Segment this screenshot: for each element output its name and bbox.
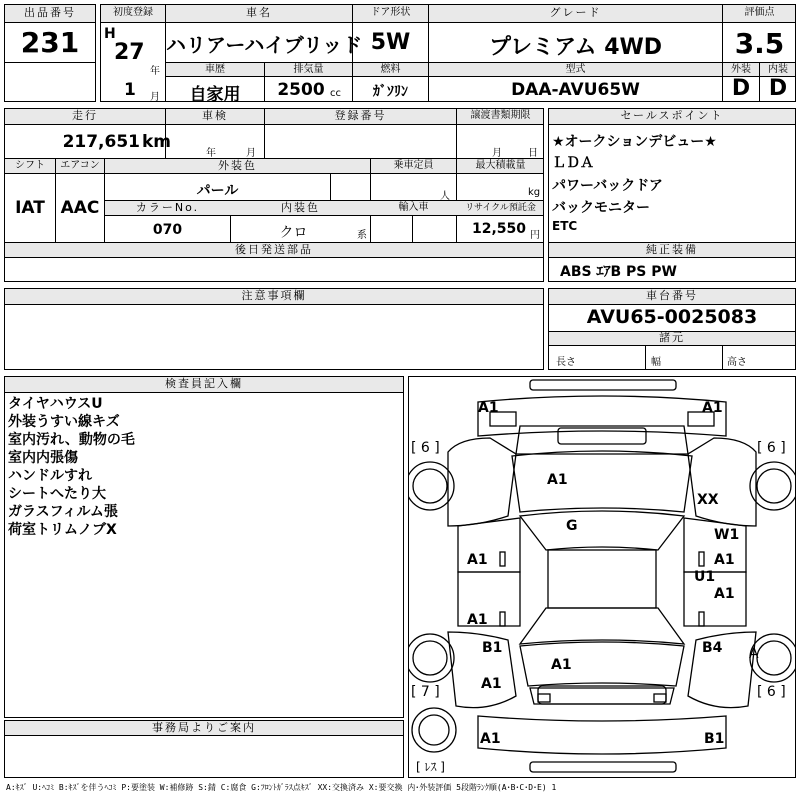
shift-label: シフト bbox=[15, 160, 45, 171]
interior-grade: D bbox=[768, 76, 788, 101]
length-label: 長さ bbox=[556, 357, 576, 368]
month-unit: 月 bbox=[150, 92, 160, 103]
ac: AAC bbox=[60, 198, 100, 218]
score-label: 評価点 bbox=[744, 7, 775, 18]
equipment: ABS ｴｱB PS PW bbox=[560, 264, 677, 280]
mileage-label: 走行 bbox=[72, 109, 98, 122]
mark-front-left: A1 bbox=[478, 400, 499, 416]
inspector-note-7: ガラスフィルム張 bbox=[8, 504, 118, 520]
mark-right-front-door-w: W1 bbox=[714, 527, 740, 543]
sales-point-5: ETC bbox=[552, 219, 578, 233]
reg-no-label: 登録番号 bbox=[334, 109, 387, 122]
tire-rear-right-depth: [ 6 ] bbox=[757, 684, 786, 700]
mark-spare-tire: A bbox=[749, 646, 759, 662]
model-type: DAA-AVU65W bbox=[511, 80, 640, 100]
int-color-unit: 系 bbox=[357, 230, 367, 241]
model-label: 車名 bbox=[246, 6, 272, 19]
tire-rear-left-depth: [ 7 ] bbox=[411, 684, 440, 700]
ac-label: エアコン bbox=[60, 160, 100, 171]
mark-rear-right: B1 bbox=[704, 731, 725, 747]
sales-point-2: ＬＤＡ bbox=[552, 155, 594, 171]
inspector-note-3: 室内汚れ、動物の毛 bbox=[8, 432, 135, 448]
inspection-year-unit: 年 bbox=[206, 148, 216, 159]
era: H bbox=[104, 26, 116, 42]
sales-point-1: ★オークションデビュー★ bbox=[552, 134, 717, 150]
ext-color: パール bbox=[196, 183, 239, 199]
office-label: 事務局よりご案内 bbox=[152, 721, 256, 734]
sales-point-4: バックモニター bbox=[552, 200, 650, 216]
history-label: 車歴 bbox=[205, 64, 225, 75]
inspector-note-1: タイヤハウスU bbox=[8, 396, 103, 412]
doors-label: ドア形状 bbox=[370, 7, 411, 18]
displacement-unit: cc bbox=[330, 88, 341, 99]
inspector-note-4: 室内内張傷 bbox=[8, 450, 78, 466]
notes-label: 注意事項欄 bbox=[241, 289, 307, 302]
mark-front-right: A1 bbox=[702, 400, 723, 416]
capacity-label: 乗車定員 bbox=[393, 160, 434, 171]
color-no: 070 bbox=[152, 222, 183, 238]
displacement-label: 排気量 bbox=[293, 64, 324, 75]
inspector-note-2: 外装うすい線キズ bbox=[8, 414, 120, 430]
mileage-unit: km bbox=[142, 132, 172, 152]
mark-left-rear-door: A1 bbox=[467, 612, 488, 628]
mark-right-rear-fender: B4 bbox=[702, 640, 723, 656]
fuel: ｶﾞｿﾘﾝ bbox=[373, 84, 408, 100]
equipment-label: 純正装備 bbox=[646, 243, 698, 256]
later-parts-label: 後日発送部品 bbox=[235, 243, 313, 256]
recycle-label: リサイクル預託金 bbox=[465, 203, 536, 213]
lot-number: 231 bbox=[20, 26, 80, 59]
inspector-label: 検査員記入欄 bbox=[165, 377, 243, 390]
transfer-day-unit: 日 bbox=[528, 148, 538, 159]
exterior-label: 外装 bbox=[731, 64, 751, 75]
height-label: 高さ bbox=[727, 357, 747, 368]
interior-label: 内装 bbox=[768, 64, 788, 75]
inspector-note-5: ハンドルすれ bbox=[8, 468, 92, 484]
inspector-note-6: シートへたり大 bbox=[8, 486, 106, 502]
mark-right-rear-u: U1 bbox=[694, 569, 716, 585]
recycle-unit: 円 bbox=[530, 230, 540, 241]
dims-label: 諸元 bbox=[659, 331, 685, 344]
doors: 5W bbox=[370, 30, 411, 55]
reg-year: 27 bbox=[114, 40, 145, 65]
recycle-fee: 12,550 bbox=[471, 221, 526, 237]
mark-hood: A1 bbox=[547, 472, 568, 488]
width-label: 幅 bbox=[651, 357, 661, 368]
score: 3.5 bbox=[734, 27, 785, 60]
displacement: 2500 bbox=[277, 80, 325, 100]
lot-number-label: 出品番号 bbox=[24, 6, 76, 19]
ext-color-label: 外装色 bbox=[218, 159, 257, 172]
inspector-note-8: 荷室トリムノブX bbox=[8, 522, 117, 538]
mark-right-rear-door: A1 bbox=[714, 586, 735, 602]
chassis-label: 車台番号 bbox=[646, 289, 698, 302]
sales-point-3: パワーバックドア bbox=[552, 178, 663, 194]
exterior-grade: D bbox=[731, 76, 751, 101]
transfer-month-unit: 月 bbox=[492, 148, 502, 159]
shift: IAT bbox=[15, 198, 45, 218]
fuel-label: 燃料 bbox=[380, 64, 401, 75]
import-label: 輸入車 bbox=[398, 202, 429, 213]
mark-front-right-fender: XX bbox=[697, 492, 719, 508]
reg-month: 1 bbox=[124, 80, 136, 100]
tire-front-left-depth: [ 6 ] bbox=[411, 440, 440, 456]
first-reg-label: 初度登録 bbox=[113, 7, 153, 18]
int-color: クロ bbox=[279, 225, 308, 241]
inspection-month-unit: 月 bbox=[246, 148, 256, 159]
mark-right-front-door: A1 bbox=[714, 552, 735, 568]
max-load-unit: kg bbox=[528, 187, 541, 198]
tire-front-right-depth: [ 6 ] bbox=[757, 440, 786, 456]
legend: A:ｷｽﾞ U:ﾍｺﾐ B:ｷｽﾞを伴うﾍｺﾐ P:要塗装 W:補修跡 S:錆 C:腐食 G:ﾌﾛﾝﾄｶﾞﾗｽ点ｷｽﾞ XX:交換済み X:要交換 内･外装評価 5段階ﾗﾝｸ順(A･B･C･D･E) 1 bbox=[6, 783, 557, 792]
mark-left-rear-bumper: A1 bbox=[481, 676, 502, 692]
capacity-unit: 人 bbox=[440, 191, 450, 202]
sales-point-label: セールスポイント bbox=[620, 109, 724, 122]
color-no-label: カラーNo. bbox=[135, 201, 200, 214]
spare-tire-label: [ ﾚｽ ] bbox=[416, 760, 445, 774]
chassis-number: AVU65-0025083 bbox=[586, 306, 758, 328]
car-diagram bbox=[408, 376, 796, 778]
mileage: 217,651 bbox=[62, 132, 140, 152]
transfer-label: 譲渡書類期限 bbox=[470, 110, 531, 121]
mark-trunk: A1 bbox=[551, 657, 572, 673]
mark-roof: G bbox=[566, 518, 578, 534]
mark-left-front-door: A1 bbox=[467, 552, 488, 568]
inspection-label: 車検 bbox=[202, 109, 228, 122]
grade: プレミアム 4WD bbox=[488, 35, 663, 60]
year-unit: 年 bbox=[150, 66, 160, 77]
history: 自家用 bbox=[189, 85, 241, 105]
model-name: ハリアーハイブリッド bbox=[166, 33, 363, 57]
max-load-label: 最大積載量 bbox=[475, 160, 526, 171]
mark-left-rear-fender: B1 bbox=[482, 640, 503, 656]
mark-rear-left: A1 bbox=[480, 731, 501, 747]
grade-label: グレード bbox=[549, 6, 602, 19]
type-label: 型式 bbox=[565, 64, 586, 75]
int-color-label: 内装色 bbox=[281, 201, 320, 214]
